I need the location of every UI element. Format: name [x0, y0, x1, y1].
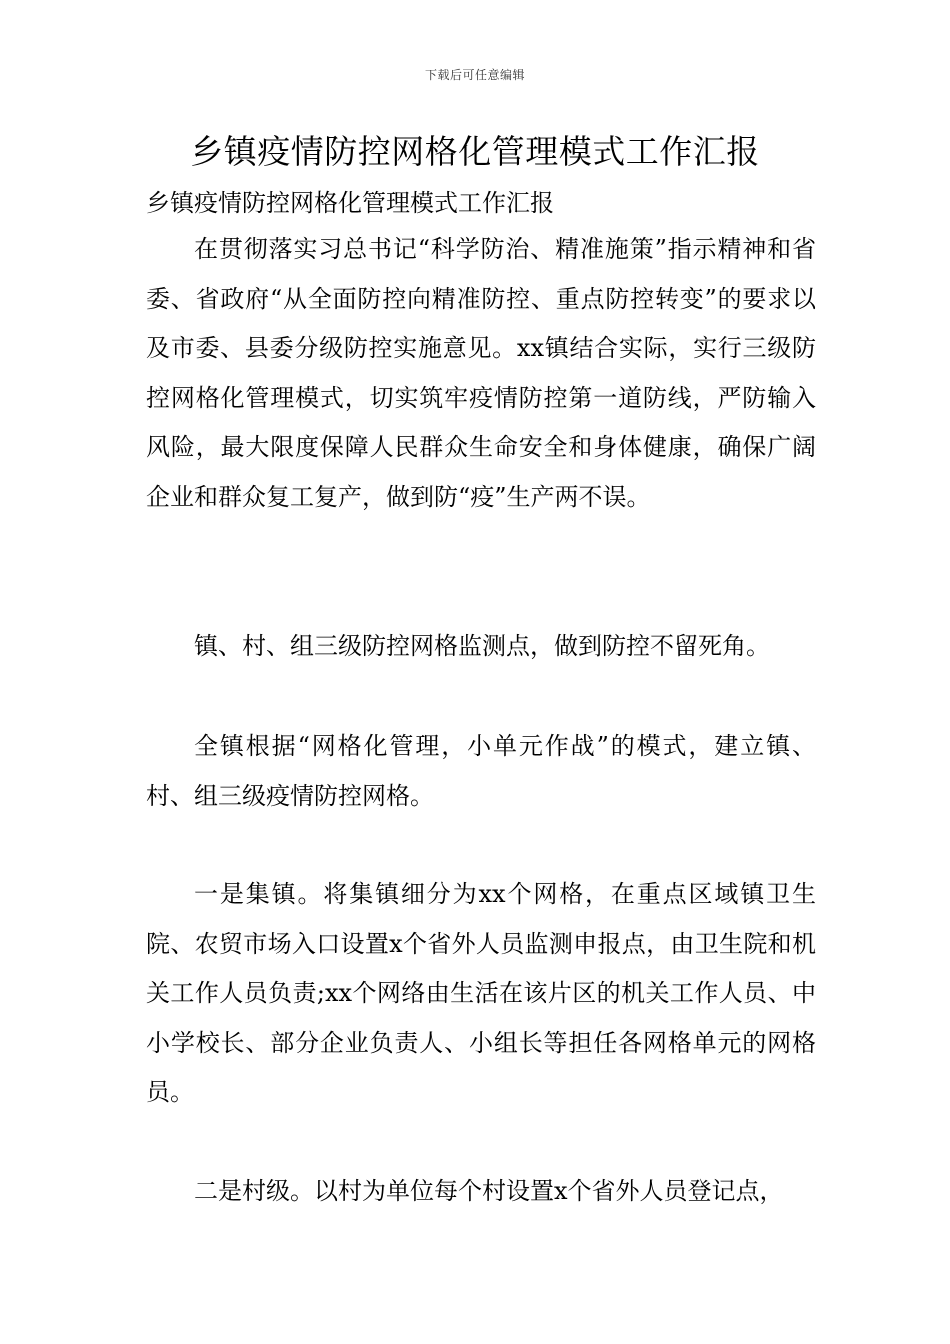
paragraph-village-level: 二是村级。以村为单位每个村设置x个省外人员登记点，	[194, 1177, 784, 1205]
paragraph-three-level: 镇、村、组三级防控网格监测点，做到防控不留死角。	[194, 632, 770, 660]
header-note: 下载后可任意编辑	[424, 68, 525, 82]
document-title: 乡镇疫情防控网格化管理模式工作汇报	[190, 132, 760, 171]
document-subtitle: 乡镇疫情防控网格化管理模式工作汇报	[146, 189, 554, 217]
paragraph-intro: 在贯彻落实习总书记“科学防治、精准施策”指示精神和省委、省政府“从全面防控向精准防控、重点防控转变”的要求以及市委、县委分级防控实施意见。xx镇结合实际，实行三级防控网格化管理模式，切实筑牢疫情防控第一道防线，严防输入风险，最大限度保障人民群众生命安全和身体健康，确保广阔企业和群众复工复产，做到防“疫”生产两不误。	[146, 235, 816, 511]
paragraph-town-level: 一是集镇。将集镇细分为xx个网格，在重点区域镇卫生院、农贸市场入口设置x个省外人员监测申报点，由卫生院和机关工作人员负责;xx个网络由生活在该片区的机关工作人员、中小学校长、部分企业负责人、小组长等担任各网格单元的网格员。	[146, 880, 816, 1106]
paragraph-grid-model: 全镇根据“网格化管理，小单元作战”的模式，建立镇、村、组三级疫情防控网格。	[146, 732, 816, 810]
